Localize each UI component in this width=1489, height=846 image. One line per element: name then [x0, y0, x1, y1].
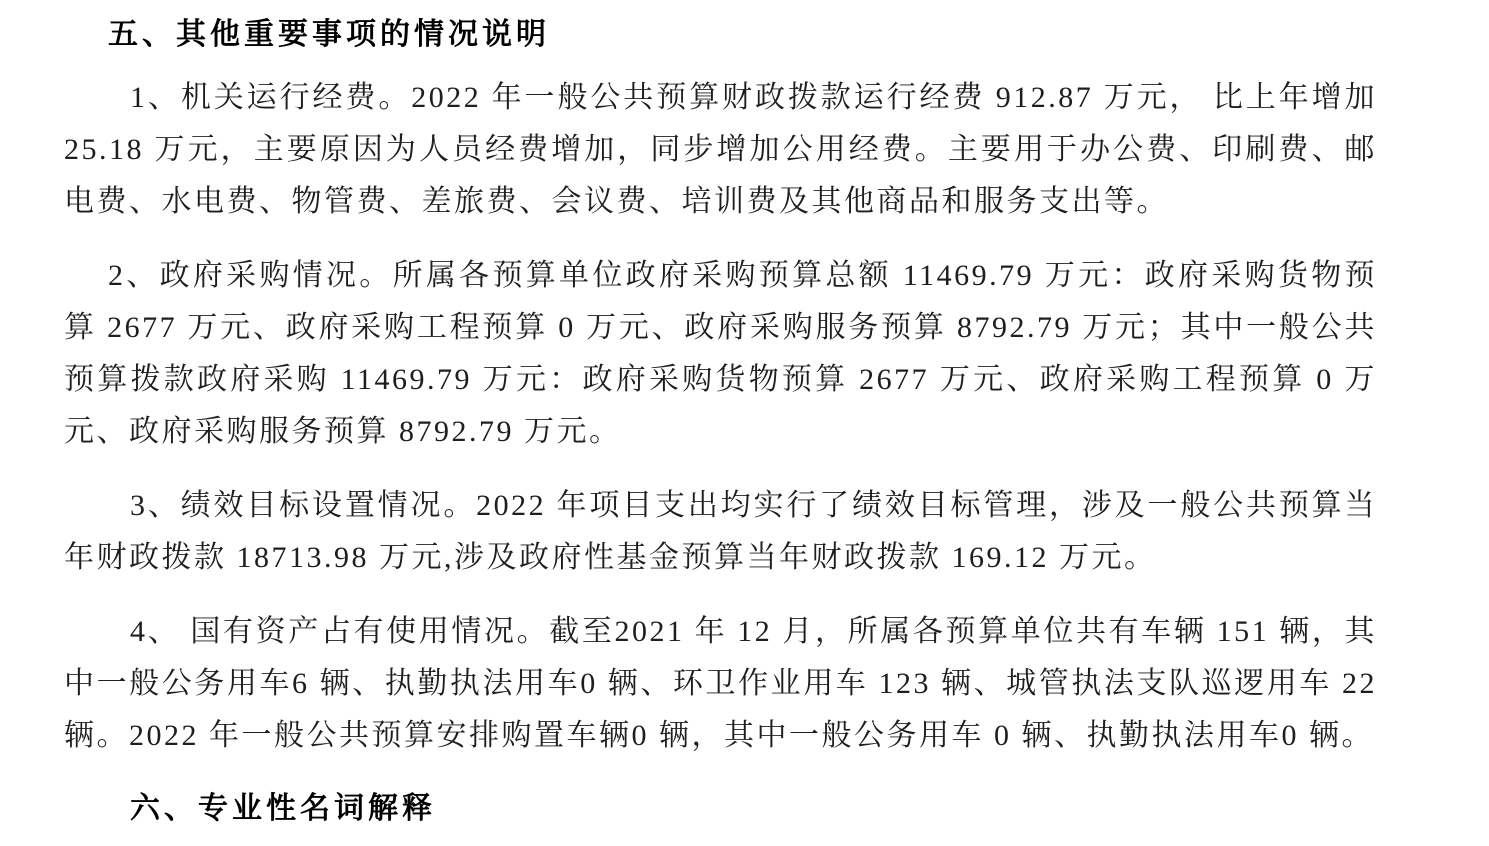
- paragraph-agency-operating-funds: 1、机关运行经费。2022 年一般公共预算财政拨款运行经费 912.87 万元， 比上年增加 25.18 万元，主要原因为人员经费增加，同步增加公用经费。主要用于办公费、印刷费、邮电费、水电费、物管费、差旅费、会议费、培训费及其他商品和服务支出等。: [64, 81, 1377, 218]
- paragraph-state-owned-assets-usage: 4、 国有资产占有使用情况。截至2021 年 12 月，所属各预算单位共有车辆 151 辆，其中一般公务用车6 辆、执勤执法用车0 辆、环卫作业用车 123 辆、城管执法支队巡逻用车 22 辆。2022 年一般公共预算安排购置车辆0 辆，其中一般公务用车 0 辆、执勤执法用车0 辆。: [64, 615, 1377, 752]
- paragraph-performance-target-setting: 3、绩效目标设置情况。2022 年项目支出均实行了绩效目标管理，涉及一般公共预算当年财政拨款 18713.98 万元,涉及政府性基金预算当年财政拨款 169.12 万元。: [64, 489, 1377, 574]
- paragraph-government-procurement: 2、政府采购情况。所属各预算单位政府采购预算总额 11469.79 万元：政府采购货物预算 2677 万元、政府采购工程预算 0 万元、政府采购服务预算 8792.79 万元；其中一般公共预算拨款政府采购 11469.79 万元：政府采购货物预算 2677 万元、政府采购工程预算 0 万元、政府采购服务预算 8792.79 万元。: [64, 259, 1377, 448]
- section-heading-terminology-explanation: 六、专业性名词解释: [130, 792, 436, 825]
- section-heading-other-important-matters: 五、其他重要事项的情况说明: [108, 18, 550, 51]
